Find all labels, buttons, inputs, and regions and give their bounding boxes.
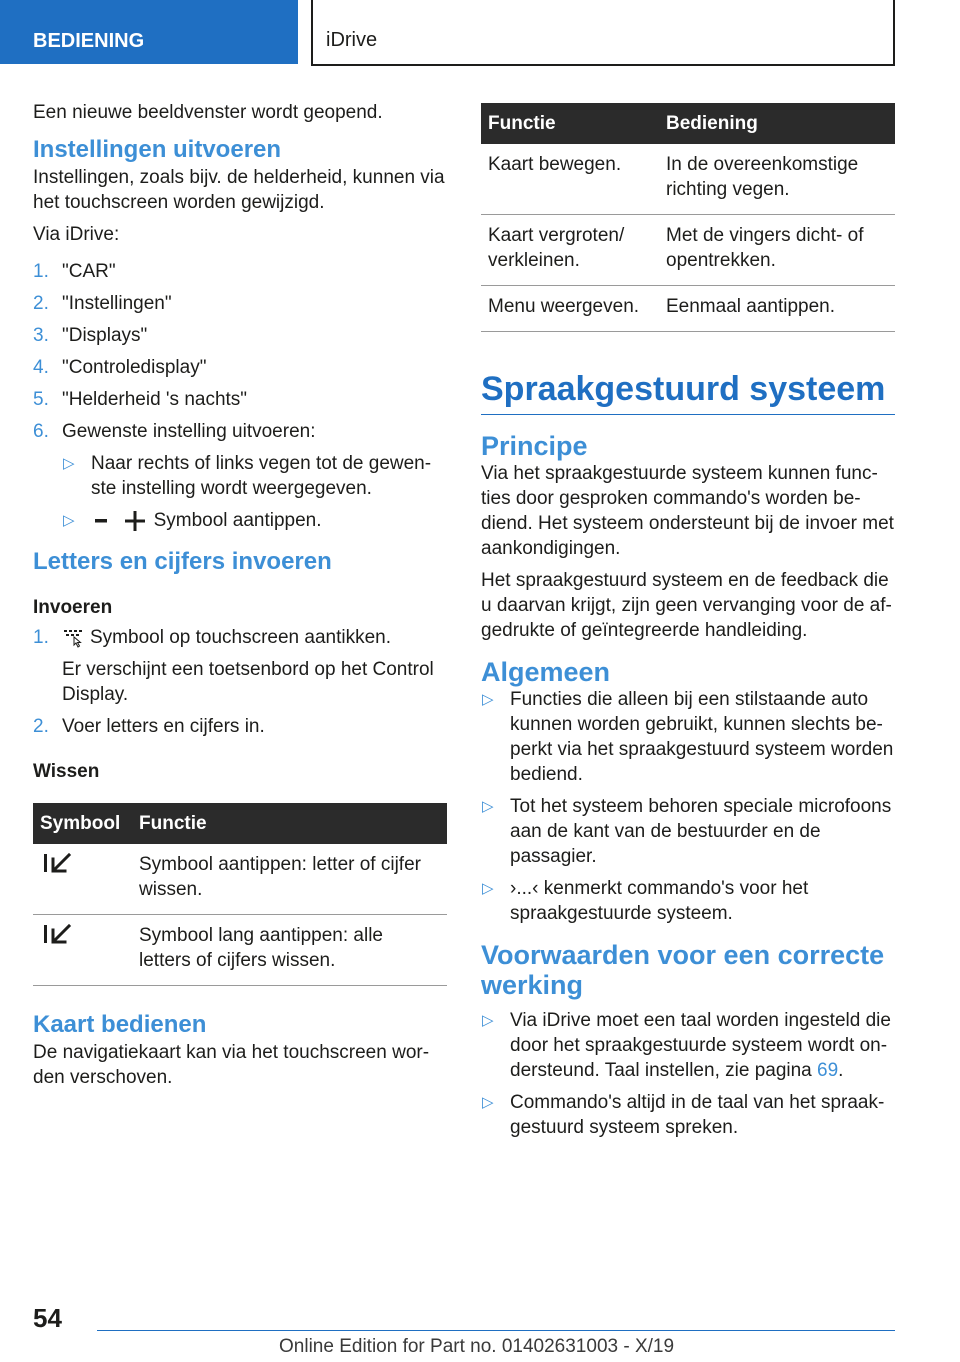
step-extra-text: Er verschijnt een toetsenbord op het Control Display. xyxy=(62,659,434,705)
table-header: Functie xyxy=(132,803,447,844)
triangle-bullet-icon: ▷ xyxy=(482,798,494,815)
table-row xyxy=(33,844,447,915)
minus-icon xyxy=(91,511,111,531)
list-item: 2. Voer letters en cijfers in. xyxy=(33,716,265,737)
table-cell: In de overeenkomstige richting vegen. xyxy=(659,144,895,215)
backspace-icon xyxy=(43,852,73,874)
sub-bullet: ▷ Naar rechts of links vegen tot de gewenste instelling wordt weergegeven. xyxy=(63,453,432,499)
general-bullets xyxy=(481,687,895,926)
via-text: Via iDrive: xyxy=(33,224,120,245)
conditions-heading: Voorwaarden voor een correcte werking xyxy=(481,940,885,1000)
list-item: 5. "Helderheid 's nachts" xyxy=(33,389,248,410)
table-cell: Kaart bewegen. xyxy=(481,144,659,215)
list-item: ▷ Functies die alleen bij een stilstaande auto kunnen worden gebruikt, kunnen slechts beperkt via het spraakgestuurd systeem worden bediend. xyxy=(482,689,894,785)
triangle-bullet-icon: ▷ xyxy=(63,512,75,529)
delete-heading: Wissen xyxy=(33,761,100,782)
table-cell: Eenmaal aantippen. xyxy=(659,286,895,332)
list-item: ▷ ›...‹ kenmerkt commando's voor het spraakgestuurde systeem. xyxy=(482,878,809,924)
plus-icon xyxy=(122,511,148,531)
section-tab: BEDIENING xyxy=(0,0,298,64)
map-heading: Kaart bedienen xyxy=(33,1011,207,1038)
triangle-bullet-icon: ▷ xyxy=(482,691,494,708)
list-item: 4. "Controledisplay" xyxy=(33,357,207,378)
backspace-icon xyxy=(43,923,73,945)
triangle-bullet-icon: ▷ xyxy=(482,880,494,897)
topic-title: iDrive xyxy=(311,0,895,66)
settings-steps xyxy=(33,259,447,533)
triangle-bullet-icon: ▷ xyxy=(63,455,75,472)
list-item: ▷ Commando's altijd in de taal van het spraakgestuurd systeem spreken. xyxy=(482,1092,885,1138)
table-header: Functie xyxy=(481,103,659,144)
page-number: 54 xyxy=(33,1303,62,1333)
page-link[interactable]: 69 xyxy=(817,1060,839,1081)
list-item: 6. Gewenste instelling uitvoeren: ▷ Naar rechts of links vegen tot de gewenste instelling wordt weergegeven. ▷ Symbool aantippen. xyxy=(33,419,447,533)
keyboard-touch-icon xyxy=(62,628,86,648)
table-cell: Met de vingers dicht- of opentrekken. xyxy=(659,215,895,286)
input-steps xyxy=(33,625,447,739)
left-column xyxy=(33,100,447,1097)
table-cell: Symbool aantippen: letter of cijfer wissen. xyxy=(132,844,447,915)
list-item: 2. "Instellingen" xyxy=(33,293,172,314)
table-header: Bediening xyxy=(659,103,895,144)
voice-section-title: Spraakgestuurd systeem xyxy=(481,368,895,415)
table-header: Symbool xyxy=(33,803,132,844)
list-item: 1. "CAR" xyxy=(33,261,116,282)
input-heading: Invoeren xyxy=(33,597,113,618)
table-cell: Menu weergeven. xyxy=(481,286,659,332)
footer-divider xyxy=(97,1330,895,1331)
principle-heading: Principe xyxy=(481,431,588,461)
table-cell: Kaart vergroten/ verkleinen. xyxy=(481,215,659,286)
principle-text-1: Via het spraakgestuurde systeem kunnen functies door gesproken commando's worden bediend. Het systeem ondersteunt bij de invoer met aankondigingen. xyxy=(481,463,894,559)
general-heading: Algemeen xyxy=(481,657,611,687)
map-controls-table xyxy=(481,103,895,332)
table-row xyxy=(481,215,895,286)
table-cell: Symbool lang aantippen: alle letters of cijfers wissen. xyxy=(132,915,447,986)
table-row xyxy=(481,144,895,215)
principle-text-2: Het spraakgestuurd systeem en de feedback die u daarvan krijgt, zijn geen vervanging voor de afgedrukte of geïntegreerde handleiding. xyxy=(481,570,892,641)
right-column xyxy=(481,103,895,1147)
sub-bullet: ▷ Symbool aantippen. xyxy=(63,510,322,531)
conditions-bullets xyxy=(481,1008,895,1140)
page-header xyxy=(0,0,960,66)
map-text: De navigatiekaart kan via het touchscreen worden verschoven. xyxy=(33,1042,430,1088)
triangle-bullet-icon: ▷ xyxy=(482,1094,494,1111)
list-item: 3. "Displays" xyxy=(33,325,148,346)
letters-heading: Letters en cijfers invoeren xyxy=(33,548,332,575)
list-item: ▷ Tot het systeem behoren speciale microfoons aan de kant van de bestuurder en de passagier. xyxy=(482,796,892,867)
table-row xyxy=(481,286,895,332)
list-item: 1. Symbool op touchscreen aantikken. Er verschijnt een toetsenbord op het Control Display. xyxy=(33,625,447,707)
settings-heading: Instellingen uitvoeren xyxy=(33,136,282,163)
triangle-bullet-icon: ▷ xyxy=(482,1012,494,1029)
settings-text: Instellingen, zoals bijv. de helderheid, kunnen via het touchscreen worden gewijzigd. xyxy=(33,167,445,213)
table-row xyxy=(33,915,447,986)
list-item: ▷ Via iDrive moet een taal worden ingesteld die door het spraakgestuurde systeem wordt ondersteund. Taal instellen, zie pagina 69. xyxy=(482,1010,891,1081)
delete-table xyxy=(33,803,447,986)
intro-text: Een nieuwe beeldvenster wordt geopend. xyxy=(33,102,383,123)
edition-text: Online Edition for Part no. 01402631003 - X/19 xyxy=(279,1336,675,1357)
